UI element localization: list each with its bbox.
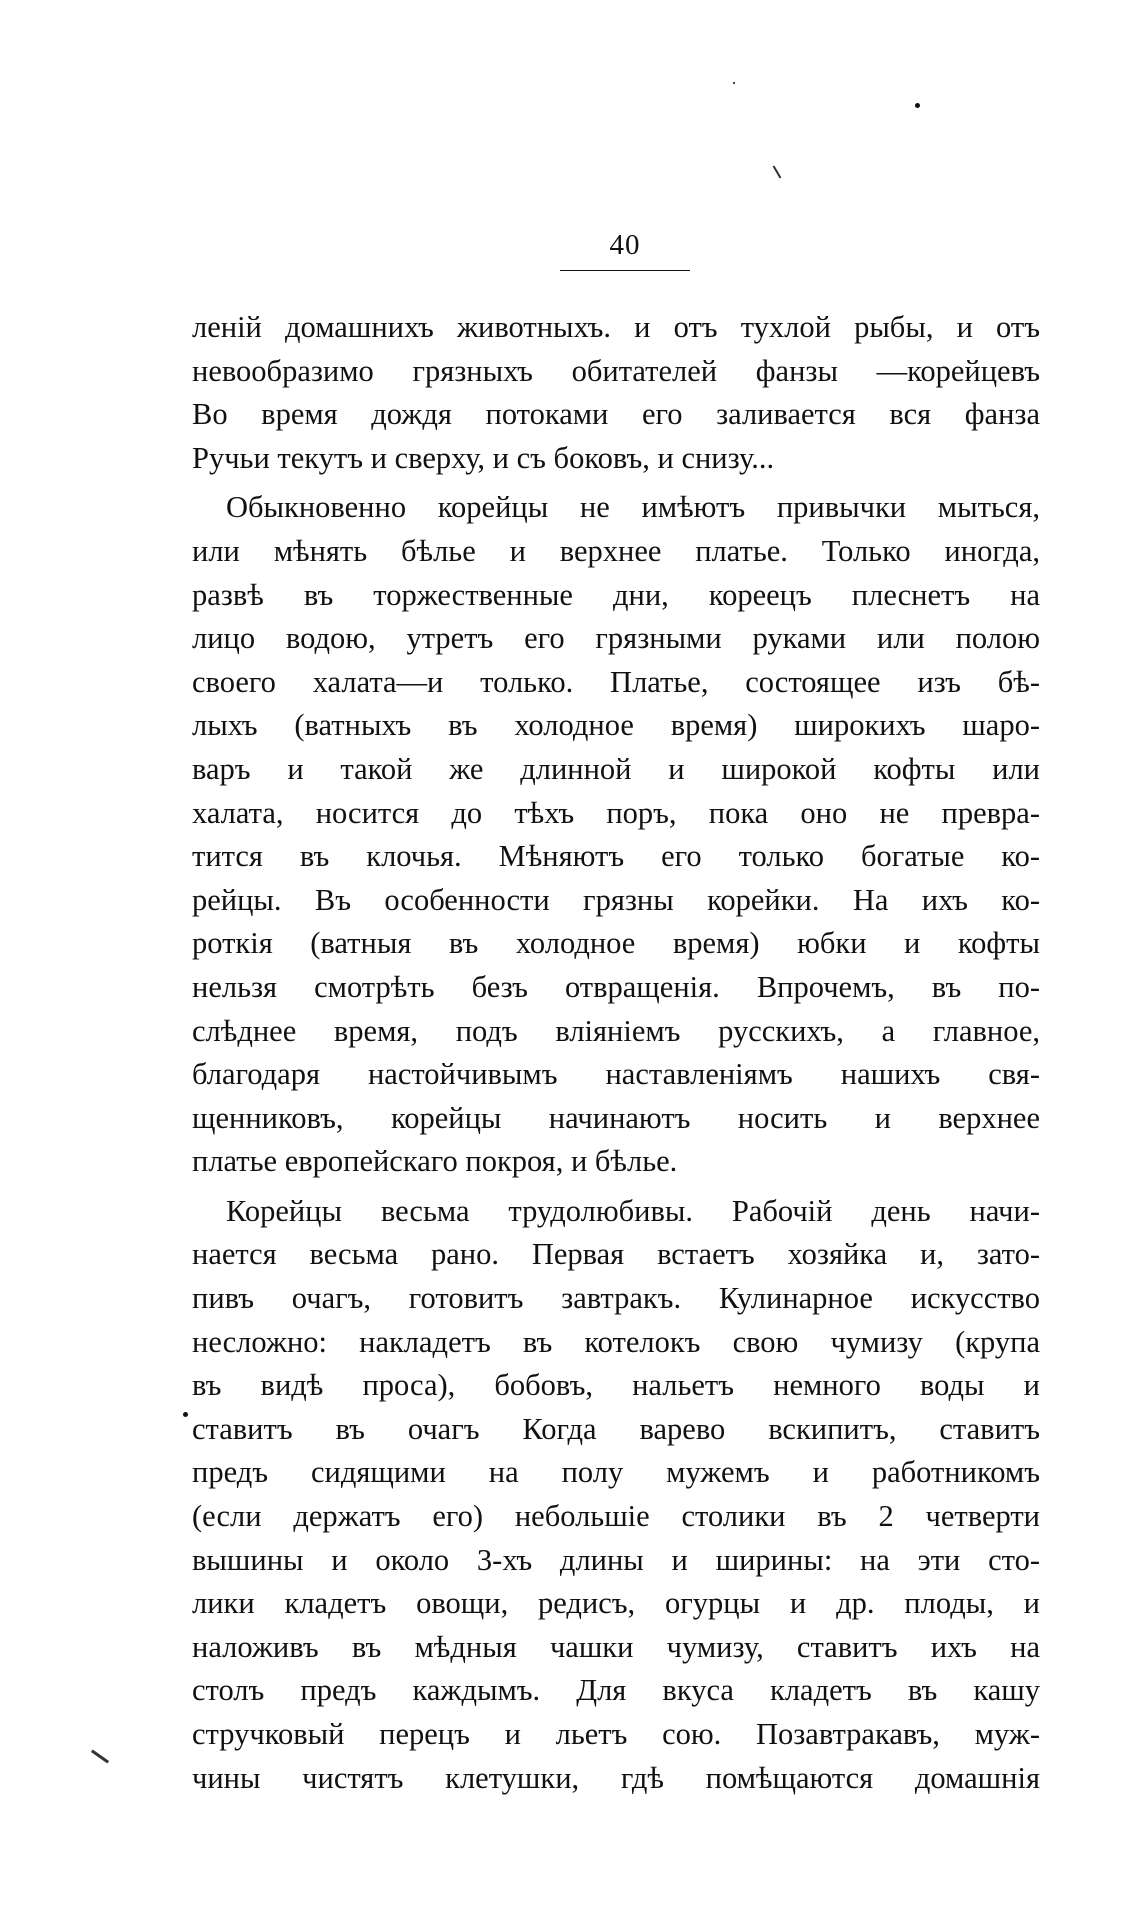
text-line: своего халата—и только. Платье, состоящее изъ бѣ- bbox=[192, 664, 1040, 699]
text-line: или мѣнять бѣлье и верхнее платье. Только иногда, bbox=[192, 533, 1040, 568]
text-line: вышины и около 3-хъ длины и ширины: на эти сто- bbox=[192, 1542, 1040, 1577]
text-line: нается весьма рано. Первая встаетъ хозяйка и, зато- bbox=[192, 1237, 1040, 1272]
ink-mark bbox=[91, 1750, 109, 1764]
text-line: благодаря настойчивымъ наставленіямъ нашихъ свя- bbox=[192, 1057, 1040, 1092]
paragraph bbox=[192, 1190, 1040, 1800]
ink-speck bbox=[915, 103, 920, 108]
paragraph bbox=[192, 306, 1040, 480]
text-line: чины чистятъ клетушки, гдѣ помѣщаются домашнія bbox=[192, 1760, 1040, 1795]
text-line: стручковый перецъ и льетъ сою. Позавтракавъ, муж- bbox=[192, 1717, 1040, 1751]
text-line: рейцы. Въ особенности грязны корейки. На ихъ ко- bbox=[192, 882, 1040, 917]
text-line: нельзя смотрѣть безъ отвращенія. Впрочемъ, въ по- bbox=[192, 969, 1040, 1004]
text-line: столъ предъ каждымъ. Для вкуса кладетъ въ кашу bbox=[192, 1673, 1040, 1708]
text-line: ставитъ въ очагъ Когда варево вскипитъ, ставитъ bbox=[192, 1411, 1040, 1446]
ink-speck bbox=[733, 82, 735, 84]
text-line: (если держатъ его) небольшіе столики въ 2 четверти bbox=[192, 1499, 1040, 1534]
text-line: платье европейскаго покроя, и бѣлье. bbox=[192, 1144, 678, 1179]
paragraph bbox=[192, 486, 1040, 1184]
text-line: предъ сидящими на полу мужемъ и работникомъ bbox=[192, 1455, 1040, 1490]
text-line: Во время дождя потоками его заливается вся фанза bbox=[192, 397, 1040, 432]
text-line: развѣ въ торжественные дни, кореецъ плеснетъ на bbox=[192, 577, 1040, 612]
text-line: пивъ очагъ, готовитъ завтракъ. Кулинарное искусство bbox=[192, 1281, 1040, 1316]
text-line: слѣднее время, подъ вліяніемъ русскихъ, а главное, bbox=[192, 1013, 1040, 1048]
text-line: Обыкновенно корейцы не имѣютъ привычки мыться, bbox=[226, 490, 1040, 525]
text-line: леній домашнихъ животныхъ. и отъ тухлой рыбы, и отъ bbox=[192, 310, 1040, 344]
text-line: въ видѣ проса), бобовъ, нальетъ немного воды и bbox=[192, 1368, 1040, 1403]
text-line: роткія (ватныя въ холодное время) юбки и кофты bbox=[192, 926, 1040, 961]
text-line: наложивъ въ мѣдныя чашки чумизу, ставитъ ихъ на bbox=[192, 1629, 1040, 1664]
text-line: варъ и такой же длинной и широкой кофты или bbox=[192, 751, 1040, 786]
text-line: тится въ клочья. Мѣняютъ его только богатые ко- bbox=[192, 839, 1040, 874]
ink-speck bbox=[183, 1412, 188, 1417]
body-text bbox=[192, 306, 1040, 1800]
text-line: щенниковъ, корейцы начинаютъ носить и верхнее bbox=[192, 1100, 1040, 1135]
text-line: лицо водою, утретъ его грязными руками или полою bbox=[192, 621, 1040, 656]
text-line: лыхъ (ватныхъ въ холодное время) широкихъ шаро- bbox=[192, 708, 1040, 743]
text-line: лики кладетъ овощи, редисъ, огурцы и др. плоды, и bbox=[192, 1586, 1040, 1621]
text-line: Корейцы весьма трудолюбивы. Рабочій день начи- bbox=[226, 1193, 1040, 1228]
text-line: невообразимо грязныхъ обитателей фанзы —корейцевъ bbox=[192, 353, 1040, 388]
page-number: 40 bbox=[560, 228, 690, 271]
ink-mark bbox=[773, 165, 782, 178]
text-line: халата, носится до тѣхъ поръ, пока оно не превра- bbox=[192, 795, 1040, 830]
text-line: несложно: накладетъ въ котелокъ свою чумизу (крупа bbox=[192, 1324, 1040, 1359]
text-line: Ручьи текутъ и сверху, и съ боковъ, и снизу... bbox=[192, 440, 775, 475]
